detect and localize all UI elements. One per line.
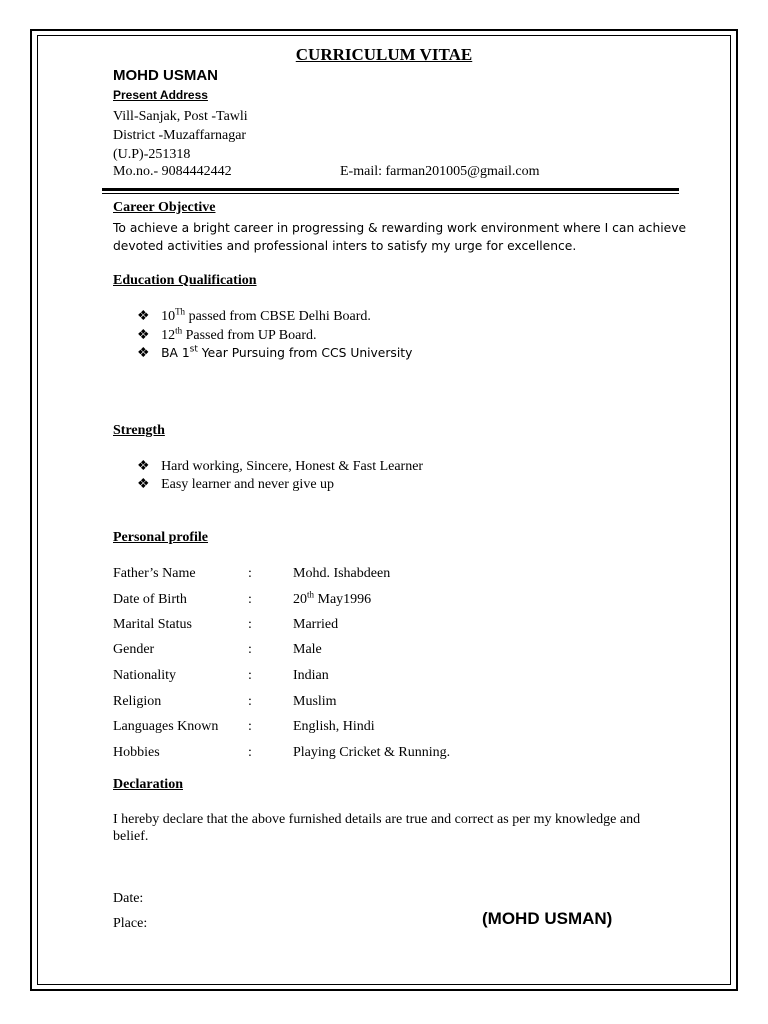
signature-name: (MOHD USMAN)	[482, 909, 613, 928]
education-item: ❖ 10Th passed from CBSE Delhi Board.	[137, 306, 371, 324]
strength-item: ❖ Easy learner and never give up	[137, 477, 335, 492]
document-title: CURRICULUM VITAE	[295, 45, 473, 64]
profile-label: Hobbies	[113, 745, 160, 760]
career-objective-heading: Career Objective	[113, 200, 216, 215]
address-line: District -Muzaffarnagar	[113, 128, 247, 143]
profile-separator: :	[248, 719, 252, 734]
profile-value: English, Hindi	[293, 719, 375, 734]
profile-label: Nationality	[113, 668, 176, 683]
profile-separator: :	[248, 642, 252, 657]
profile-value: Mohd. Ishabdeen	[293, 566, 391, 581]
date-label: Date:	[113, 891, 144, 906]
place-label: Place:	[113, 916, 148, 931]
diamond-bullet-icon: ❖	[137, 346, 150, 361]
profile-value: Playing Cricket & Running.	[293, 745, 451, 760]
education-heading: Education Qualification	[113, 273, 257, 288]
profile-separator: :	[248, 694, 252, 709]
career-objective-text: To achieve a bright career in progressing & rewarding work environment where I can achieve devoted activities and professional inters to satisfy my urge for excellence.	[113, 221, 687, 253]
address-line: Vill-Sanjak, Post -Tawli	[113, 109, 248, 124]
strength-item: ❖ Hard working, Sincere, Honest & Fast Learner	[137, 459, 424, 474]
header-divider-thick	[102, 188, 679, 191]
profile-separator: :	[248, 745, 252, 760]
diamond-bullet-icon: ❖	[137, 328, 150, 343]
profile-separator: :	[248, 592, 252, 607]
profile-label: Religion	[113, 694, 162, 709]
present-address-heading: Present Address	[113, 88, 208, 102]
profile-value: Indian	[293, 668, 329, 683]
personal-profile-heading: Personal profile	[113, 530, 209, 545]
education-item: ❖ BA 1st Year Pursuing from CCS University	[137, 344, 413, 361]
profile-value: Muslim	[293, 694, 337, 709]
strength-heading: Strength	[113, 423, 165, 438]
applicant-name: MOHD USMAN	[113, 67, 218, 84]
profile-separator: :	[248, 617, 252, 632]
profile-value: 20th May1996	[293, 589, 372, 607]
mobile-number: Mo.no.- 9084442442	[113, 164, 232, 179]
diamond-bullet-icon: ❖	[137, 459, 150, 474]
profile-separator: :	[248, 668, 252, 683]
address-line: (U.P)-251318	[113, 147, 191, 162]
profile-label: Date of Birth	[113, 592, 187, 607]
email-address: E-mail: farman201005@gmail.com	[340, 164, 540, 179]
profile-label: Father’s Name	[113, 566, 196, 581]
diamond-bullet-icon: ❖	[137, 309, 150, 324]
declaration-text: I hereby declare that the above furnished details are true and correct as per my knowledge and belief.	[113, 812, 641, 844]
profile-separator: :	[248, 566, 252, 581]
profile-value: Married	[293, 617, 339, 632]
profile-label: Marital Status	[113, 617, 192, 632]
header-divider-thin	[102, 193, 679, 194]
education-item: ❖ 12th Passed from UP Board.	[137, 325, 317, 343]
declaration-heading: Declaration	[113, 777, 183, 792]
diamond-bullet-icon: ❖	[137, 477, 150, 492]
profile-label: Gender	[113, 642, 155, 657]
profile-value: Male	[293, 642, 322, 657]
profile-label: Languages Known	[113, 719, 219, 734]
